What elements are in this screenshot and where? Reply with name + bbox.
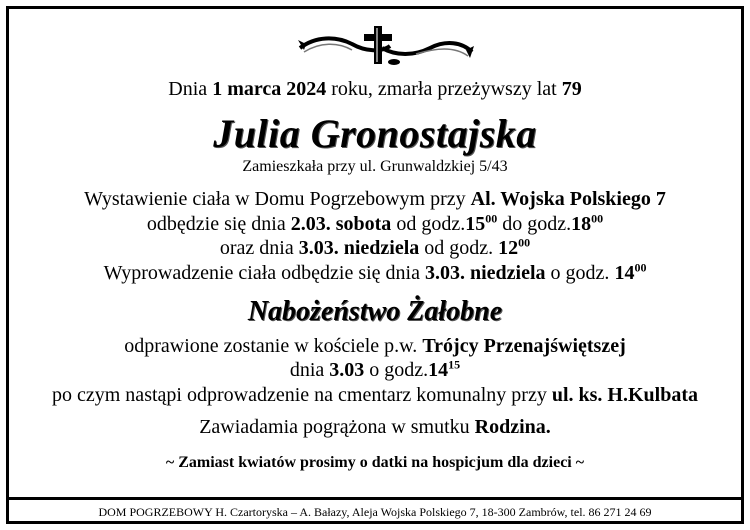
family-signature: Zawiadamia pogrążona w smutku Rodzina.	[199, 416, 551, 438]
deceased-address: Zamieszkała przy ul. Grunwaldzkiej 5/43	[242, 158, 508, 175]
age: 79	[561, 78, 582, 100]
procession-line: Wyprowadzenie ciała odbędzie się dnia 3.03. niedziela o godz. $14^{00}$	[103, 260, 647, 284]
death-announcement: Dnia 1 marca 2024 roku, zmarła przeżywszy lat 79	[168, 78, 582, 100]
viewing-location-line: Wystawienie ciała w Domu Pogrzebowym przy Al. Wojska Polskiego 7	[84, 188, 666, 210]
footer-divider	[6, 497, 744, 500]
cemetery-address: ul. ks. H.Kulbata	[551, 384, 698, 406]
service-time-line: dnia 3.03 o $godz.14^{15}$	[289, 357, 461, 381]
viewing-day1-line: odbędzie się dnia 2.03. sobota od $godz.15^{00}$ do $godz.18^{00}$	[146, 211, 604, 235]
viewing-day2-line: oraz dnia 3.03. niedziela od godz. $12^{00}$	[219, 235, 531, 259]
cemetery-line: po czym nastąpi odprowadzenie na cmentarz komunalny przy ul. ks. H.Kulbata	[52, 384, 698, 406]
funeral-home-footer: DOM POGRZEBOWY H. Czartoryska – A. Bałazy, Aleja Wojska Polskiego 7, 18-300 Zambrów, tel. 86 271 24 69	[98, 505, 652, 519]
service-title: Nabożeństwo Żałobne	[247, 296, 503, 327]
cross-ribbon-emblem-icon	[296, 22, 476, 72]
donation-request: ~ Zamiast kwiatów prosimy o datki na hospicjum dla dzieci ~	[165, 454, 585, 471]
service-church-line: odprawione zostanie w kościele p.w. Trójcy Przenajświętszej	[124, 335, 626, 357]
death-date: 1 marca 2024	[212, 78, 327, 100]
church-name: Trójcy Przenajświętszej	[422, 335, 626, 357]
deceased-name: Julia Gronostajska	[213, 111, 537, 156]
funeral-home-address: Al. Wojska Polskiego 7	[470, 188, 666, 210]
